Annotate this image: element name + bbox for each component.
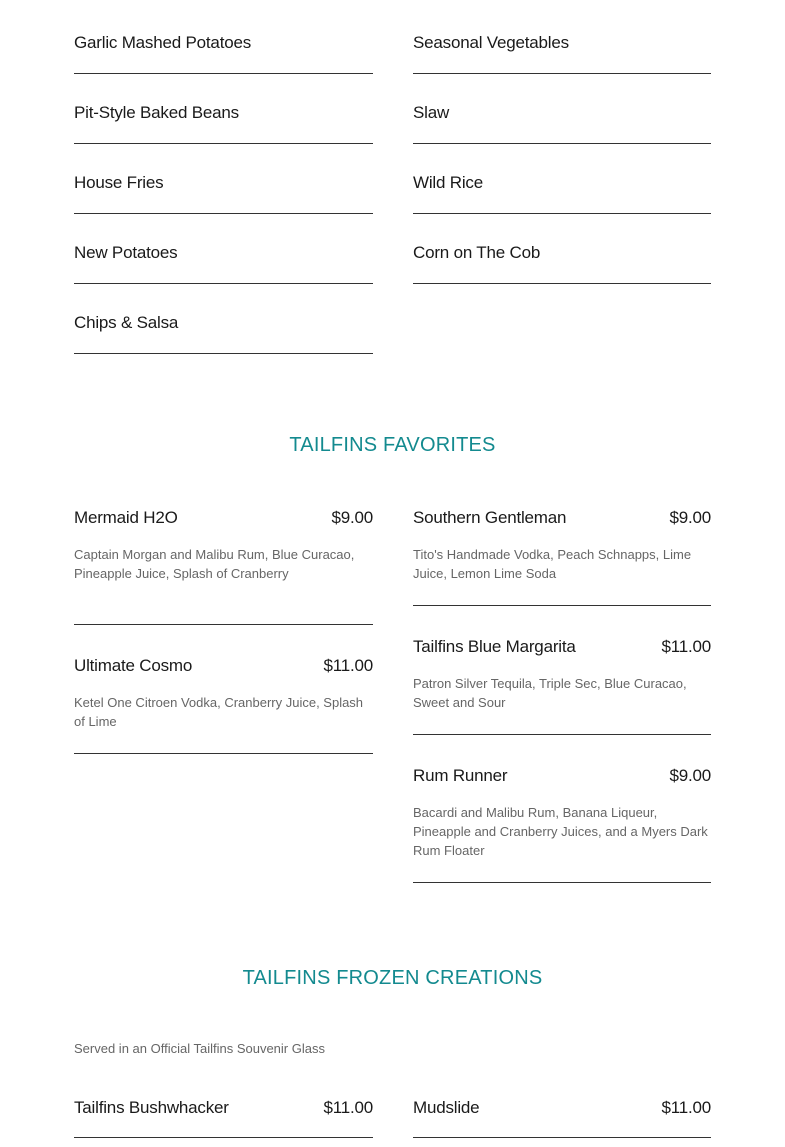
favorites-section-title: TAILFINS FAVORITES [289,434,496,456]
side-item [74,210,373,284]
drink-description: Captain Morgan and Malibu Rum, Blue Curacao, Pineapple Juice, Splash of Cranberry [74,547,355,581]
drink-price: $11.00 [323,656,373,675]
drink-description: Ketel One Citroen Vodka, Cranberry Juice, Splash of Lime [74,695,364,729]
side-item [74,280,373,354]
drink-price: $9.00 [669,766,711,785]
frozen-section-note: Served in an Official Tailfins Souvenir Glass [74,1041,325,1056]
drink-name: Ultimate Cosmo [74,656,193,675]
favorites-left-column [74,507,373,757]
side-item [413,210,711,284]
frozen-section-title: TAILFINS FROZEN CREATIONS [242,967,543,989]
side-item-name: Slaw [413,103,450,122]
favorites-right-column [413,507,711,887]
drink-price: $11.00 [661,1098,711,1117]
drink-description: Bacardi and Malibu Rum, Banana Liqueur, Pineapple and Cranberry Juices, and a Myers Dark Rum Floater [413,805,708,858]
side-item-name: New Potatoes [74,243,178,262]
side-item [74,0,373,74]
side-item-name: Pit-Style Baked Beans [74,103,239,122]
side-item-name: House Fries [74,173,164,192]
drink-name: Tailfins Bushwhacker [74,1098,229,1117]
side-item-name: Seasonal Vegetables [413,33,569,52]
sides-right-column [413,0,711,284]
side-item [74,140,373,214]
drink-name: Rum Runner [413,766,508,785]
side-item [74,70,373,144]
side-item [413,140,711,214]
drink-price: $11.00 [661,637,711,656]
drink-name: Mermaid H2O [74,508,178,527]
side-item [413,0,711,74]
drink-item [74,655,373,754]
side-item-name: Garlic Mashed Potatoes [74,33,252,52]
drink-item [413,1097,711,1138]
sides-left-column [74,0,373,354]
frozen-right-column [413,1097,711,1139]
drink-item [413,507,711,606]
drink-price: $9.00 [331,508,373,527]
drink-item [413,636,711,735]
drink-price: $11.00 [323,1098,373,1117]
side-item [413,70,711,144]
drink-description: Tito's Handmade Vodka, Peach Schnapps, Lime Juice, Lemon Lime Soda [413,547,692,581]
frozen-left-column [74,1097,373,1139]
drink-description: Patron Silver Tequila, Triple Sec, Blue Curacao, Sweet and Sour [413,676,687,710]
drink-item [413,765,711,883]
drink-item [74,507,373,625]
drink-name: Mudslide [413,1098,480,1117]
drink-item [74,1097,373,1138]
side-item-name: Corn on The Cob [413,243,541,262]
drink-price: $9.00 [669,508,711,527]
drink-name: Tailfins Blue Margarita [413,637,576,656]
side-item-name: Wild Rice [413,173,483,192]
drink-name: Southern Gentleman [413,508,567,527]
side-item-name: Chips & Salsa [74,313,179,332]
